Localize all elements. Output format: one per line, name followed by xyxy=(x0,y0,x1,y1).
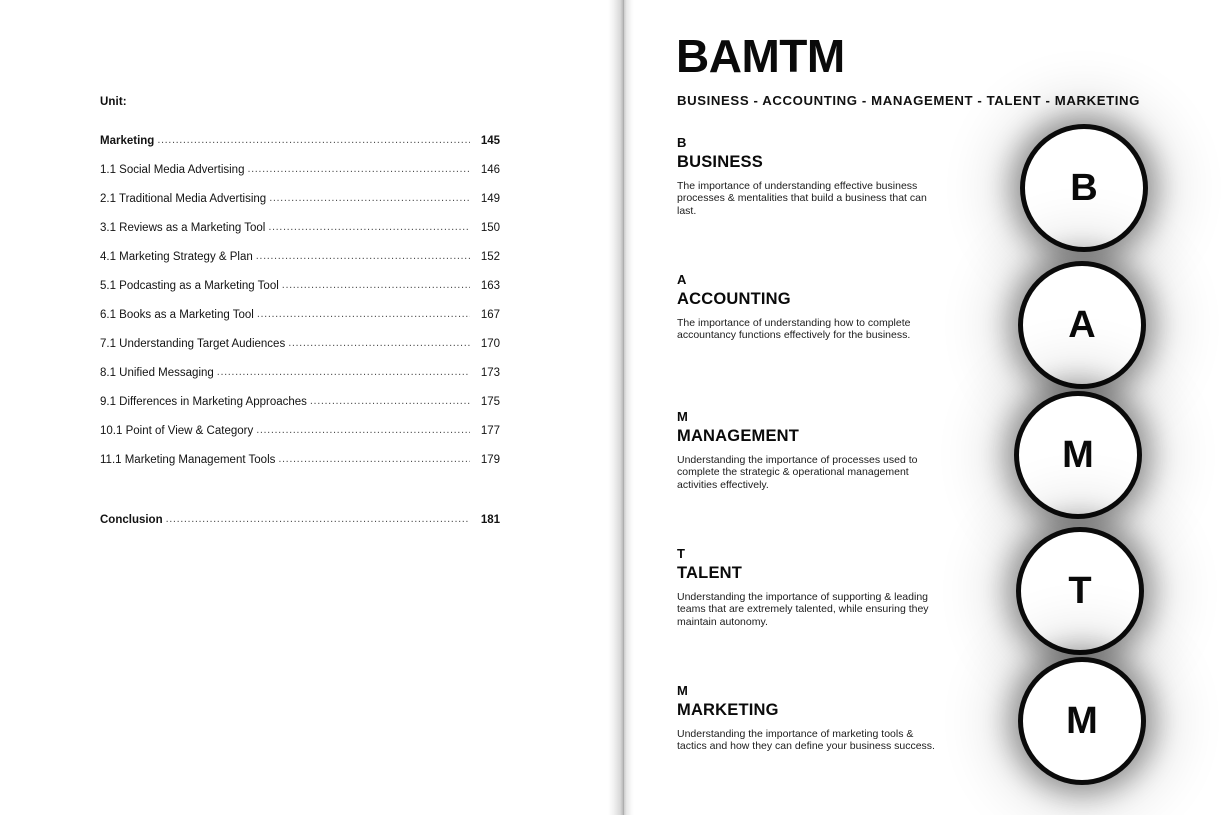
toc-entry-label: 8.1 Unified Messaging xyxy=(100,367,214,379)
entry-letter: M xyxy=(677,683,688,698)
toc-leader-dots xyxy=(310,387,470,416)
entry-name: TALENT xyxy=(677,564,743,583)
entry-letter: B xyxy=(677,135,687,150)
badge-circle-a: A xyxy=(1018,261,1146,389)
toc-row[interactable] xyxy=(100,388,500,417)
toc-entry-label: 10.1 Point of View & Category xyxy=(100,425,254,437)
entry-description: The importance of understanding how to complete accountancy functions effectively for the business. xyxy=(677,316,911,342)
toc-entry-page: 149 xyxy=(480,193,500,205)
toc-leader-dots xyxy=(247,155,470,184)
entry-description: Understanding the importance of processes used to complete the strategic & operational management activities effectively. xyxy=(677,453,918,491)
toc-leader-dots xyxy=(157,126,470,155)
toc-entry-page: 146 xyxy=(480,164,500,176)
toc-row[interactable] xyxy=(100,330,500,359)
toc-entry-page: 145 xyxy=(480,135,500,147)
badge-circle-t: T xyxy=(1016,527,1144,655)
toc-leader-dots xyxy=(217,358,470,387)
entry-management xyxy=(677,409,967,546)
toc-entry-page: 177 xyxy=(480,425,500,437)
toc-entry-page: 173 xyxy=(480,367,500,379)
toc-entry-label: 4.1 Marketing Strategy & Plan xyxy=(100,251,253,263)
toc-entry-label: 9.1 Differences in Marketing Approaches xyxy=(100,396,307,408)
toc-entry-page: 152 xyxy=(480,251,500,263)
toc-entry-page: 167 xyxy=(480,309,500,321)
entry-marketing xyxy=(677,683,967,753)
toc-row[interactable] xyxy=(100,446,500,475)
toc-leader-dots xyxy=(256,416,470,445)
entry-description: Understanding the importance of supporting & leading teams that are extremely talented, while ensuring they maintain autonomy. xyxy=(677,590,929,628)
entry-name: ACCOUNTING xyxy=(677,290,791,309)
toc-leader-dots xyxy=(166,505,470,534)
toc-entry-page: 175 xyxy=(480,396,500,408)
page-title: BAMTM xyxy=(676,30,845,82)
toc-entry-label: 5.1 Podcasting as a Marketing Tool xyxy=(100,280,279,292)
entry-talent xyxy=(677,546,967,683)
toc-entry-page: 181 xyxy=(480,514,500,526)
entry-list xyxy=(677,135,967,753)
toc-entry-page: 150 xyxy=(480,222,500,234)
toc-entry-label: 1.1 Social Media Advertising xyxy=(100,164,245,176)
toc-row[interactable] xyxy=(100,272,500,301)
toc-leader-dots xyxy=(288,329,470,358)
toc-leader-dots xyxy=(282,271,470,300)
toc-row-conclusion[interactable] xyxy=(100,506,500,535)
toc-entry-label: 7.1 Understanding Target Audiences xyxy=(100,338,286,350)
toc-leader-dots xyxy=(268,213,470,242)
toc-row[interactable] xyxy=(100,359,500,388)
toc-block xyxy=(100,96,500,535)
badge-circle-m-management: M xyxy=(1014,391,1142,519)
toc-entry-label: Conclusion xyxy=(100,514,163,526)
entry-description: Understanding the importance of marketing tools & tactics and how they can define your business success. xyxy=(677,727,935,753)
toc-unit-heading: Unit: xyxy=(100,96,127,108)
toc-row[interactable] xyxy=(100,185,500,214)
left-page-table-of-contents xyxy=(0,0,608,815)
toc-entry-label: 2.1 Traditional Media Advertising xyxy=(100,193,267,205)
entry-description: The importance of understanding effective business processes & mentalities that build a business that can last. xyxy=(677,179,927,217)
entry-accounting xyxy=(677,272,967,409)
badge-circle-m-marketing: M xyxy=(1018,657,1146,785)
toc-entry-label: 11.1 Marketing Management Tools xyxy=(100,454,276,466)
entry-name: MARKETING xyxy=(677,701,779,720)
entry-letter: A xyxy=(677,272,687,287)
toc-row[interactable] xyxy=(100,156,500,185)
book-spine xyxy=(608,0,634,815)
entry-letter: M xyxy=(677,409,688,424)
entry-name: MANAGEMENT xyxy=(677,427,800,446)
toc-leader-dots xyxy=(278,445,470,474)
toc-entry-page: 163 xyxy=(480,280,500,292)
entry-name: BUSINESS xyxy=(677,153,763,172)
toc-spacer xyxy=(100,475,500,506)
toc-row[interactable] xyxy=(100,127,500,156)
entry-business xyxy=(677,135,967,272)
toc-entry-label: 6.1 Books as a Marketing Tool xyxy=(100,309,254,321)
toc-row[interactable] xyxy=(100,214,500,243)
toc-leader-dots xyxy=(269,184,470,213)
toc-row[interactable] xyxy=(100,301,500,330)
toc-leader-dots xyxy=(257,300,470,329)
toc-leader-dots xyxy=(256,242,470,271)
badge-circle-b: B xyxy=(1020,124,1148,252)
page-subtitle: BUSINESS - ACCOUNTING - MANAGEMENT - TALENT - MARKETING xyxy=(677,93,1141,108)
toc-entry-label: 3.1 Reviews as a Marketing Tool xyxy=(100,222,266,234)
toc-entry-page: 179 xyxy=(480,454,500,466)
toc-entry-page: 170 xyxy=(480,338,500,350)
spine-fold-line xyxy=(623,0,624,815)
entry-letter: T xyxy=(677,546,685,561)
toc-row[interactable] xyxy=(100,417,500,446)
toc-row[interactable] xyxy=(100,243,500,272)
toc-entry-label: Marketing xyxy=(100,135,155,147)
